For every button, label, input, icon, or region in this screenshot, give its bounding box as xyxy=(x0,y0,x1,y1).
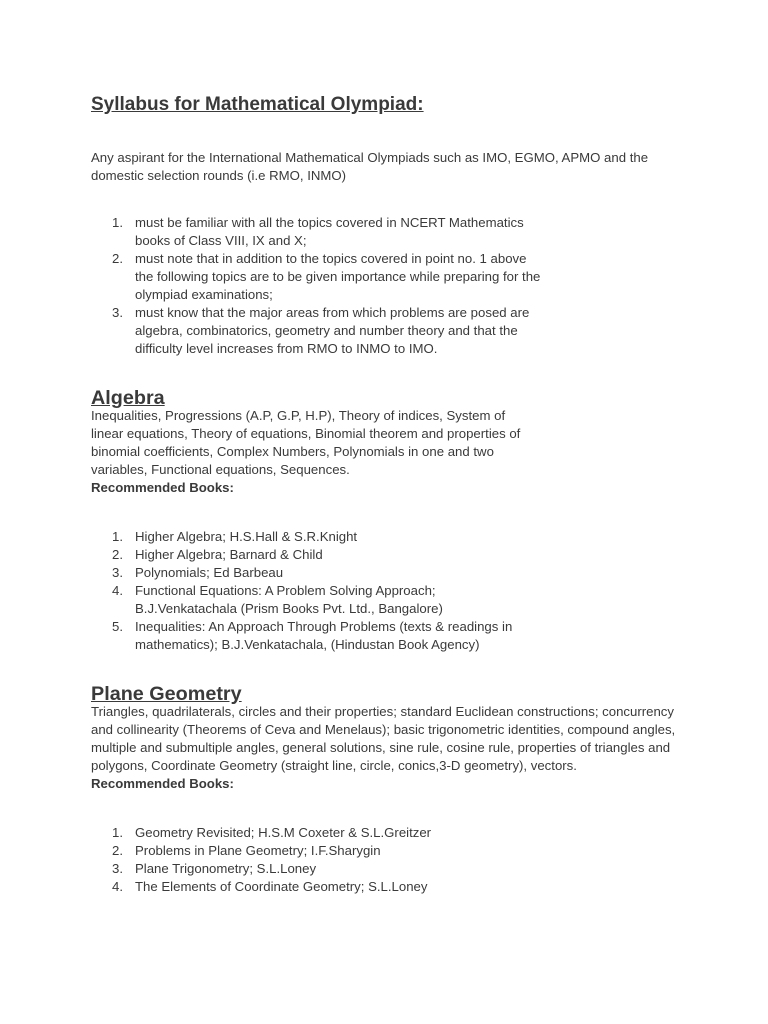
list-item xyxy=(91,564,541,582)
requirements-list xyxy=(91,214,541,358)
list-item xyxy=(91,582,541,618)
list-item xyxy=(91,860,541,878)
list-number: 3. xyxy=(112,305,123,320)
list-item-text: Higher Algebra; Barnard & Child xyxy=(135,547,323,562)
list-number: 3. xyxy=(112,861,123,876)
list-item-text: Geometry Revisited; H.S.M Coxeter & S.L.Greitzer xyxy=(135,825,432,840)
list-item-text: must know that the major areas from which problems are posed are algebra, combinatorics, geometry and number theory and that the difficulty level increases from RMO to INMO to IMO. xyxy=(135,305,530,356)
list-number: 3. xyxy=(112,565,123,580)
list-item xyxy=(91,528,541,546)
list-item-text: must be familiar with all the topics covered in NCERT Mathematics books of Class VIII, IX and X; xyxy=(135,215,524,248)
list-item xyxy=(91,250,541,304)
list-number: 5. xyxy=(112,619,123,634)
list-number: 2. xyxy=(112,843,123,858)
list-number: 4. xyxy=(112,583,123,598)
list-item xyxy=(91,214,541,250)
intro-paragraph: Any aspirant for the International Mathematical Olympiads such as IMO, EGMO, APMO and the domestic selection rounds (i.e RMO, INMO) xyxy=(91,150,649,183)
geometry-heading: Plane Geometry xyxy=(91,683,242,705)
list-number: 1. xyxy=(112,529,123,544)
geometry-recommended-label: Recommended Books: xyxy=(91,776,234,791)
geometry-books-list xyxy=(91,824,541,896)
list-item xyxy=(91,878,541,896)
list-item xyxy=(91,842,541,860)
list-number: 1. xyxy=(112,215,123,230)
algebra-topics: Inequalities, Progressions (A.P, G.P, H.P), Theory of indices, System of linear equations, Theory of equations, Binomial theorem and properties of binomial coefficients, Complex Numbers, Polynomials in one and two variables, Functional equations, Sequences. xyxy=(91,408,521,477)
list-item xyxy=(91,618,541,654)
list-item-text: Plane Trigonometry; S.L.Loney xyxy=(135,861,317,876)
list-number: 1. xyxy=(112,825,123,840)
list-item-text: Inequalities: An Approach Through Problems (texts & readings in mathematics); B.J.Venkatachala, (Hindustan Book Agency) xyxy=(135,619,513,652)
list-number: 2. xyxy=(112,547,123,562)
list-item xyxy=(91,304,541,358)
algebra-books-list xyxy=(91,528,541,654)
list-item-text: Polynomials; Ed Barbeau xyxy=(135,565,284,580)
list-item xyxy=(91,546,541,564)
list-item-text: Problems in Plane Geometry; I.F.Sharygin xyxy=(135,843,381,858)
list-item-text: must note that in addition to the topics covered in point no. 1 above the following topics are to be given importance while preparing for the olympiad examinations; xyxy=(135,251,541,302)
list-item xyxy=(91,824,541,842)
page-title: Syllabus for Mathematical Olympiad: xyxy=(91,94,424,115)
list-item-text: The Elements of Coordinate Geometry; S.L.Loney xyxy=(135,879,428,894)
list-number: 4. xyxy=(112,879,123,894)
algebra-heading: Algebra xyxy=(91,387,165,409)
list-item-text: Functional Equations: A Problem Solving Approach; B.J.Venkatachala (Prism Books Pvt. Ltd., Bangalore) xyxy=(135,583,443,616)
algebra-recommended-label: Recommended Books: xyxy=(91,480,234,495)
list-item-text: Higher Algebra; H.S.Hall & S.R.Knight xyxy=(135,529,358,544)
geometry-topics: Triangles, quadrilaterals, circles and their properties; standard Euclidean constructions; concurrency and collinearity (Theorems of Ceva and Menelaus); basic trigonometric identities, compound angles, multiple and submultiple angles, general solutions, sine rule, cosine rule, properties of triangles and polygons, Coordinate Geometry (straight line, circle, conics,3-D geometry), vectors. xyxy=(91,704,676,773)
list-number: 2. xyxy=(112,251,123,266)
